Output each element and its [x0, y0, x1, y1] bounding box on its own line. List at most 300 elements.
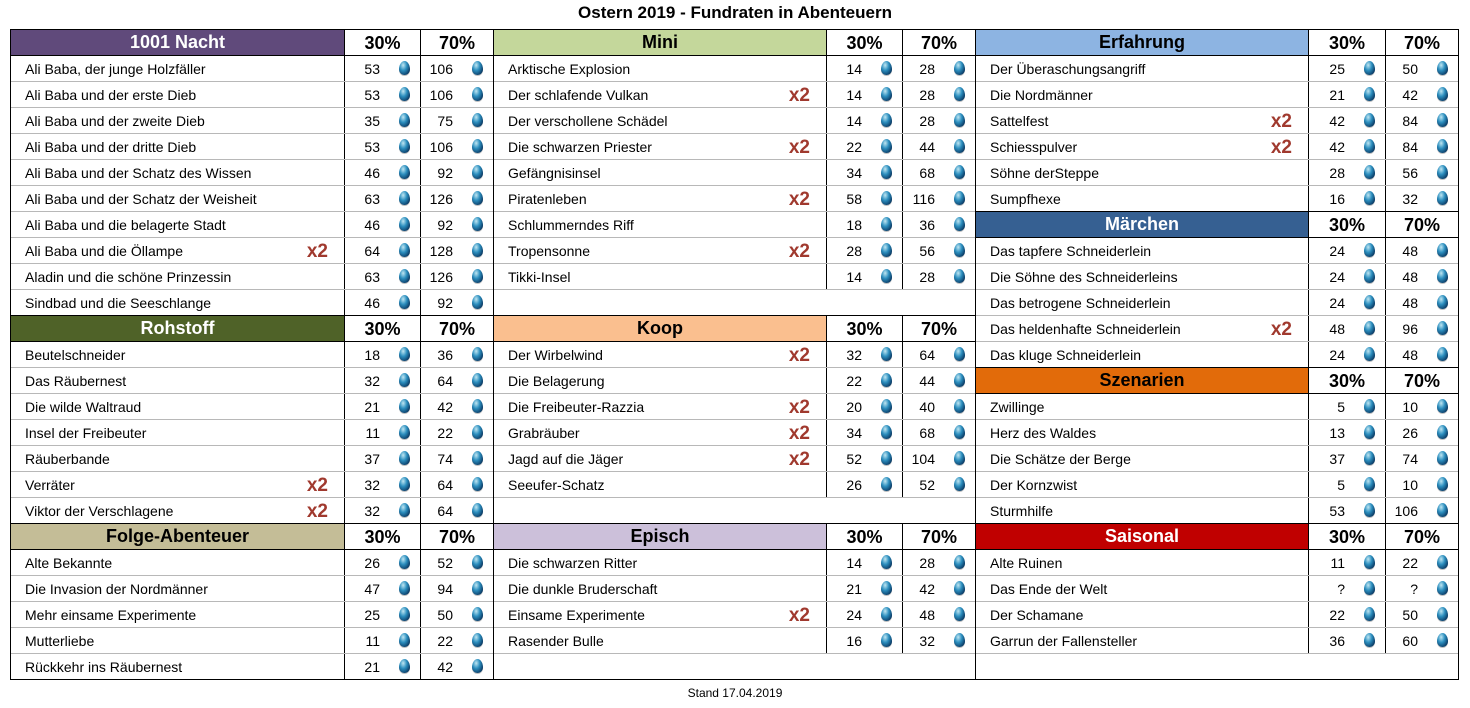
table-row	[976, 342, 1458, 368]
easter-egg-icon	[399, 399, 410, 413]
drop-count-70: 68	[919, 165, 935, 181]
table-row	[976, 472, 1458, 498]
drop-count-70: 36	[919, 217, 935, 233]
drop-count-30-cell	[826, 550, 902, 575]
easter-egg-icon	[954, 607, 965, 621]
easter-egg-icon	[954, 425, 965, 439]
header-70-percent: 70%	[902, 30, 975, 55]
easter-egg-icon	[881, 373, 892, 387]
header-30-percent: 30%	[344, 30, 420, 55]
category-name: Erfahrung	[976, 30, 1308, 55]
empty-row	[494, 654, 975, 679]
drop-count-70: 56	[1402, 165, 1418, 181]
adventure-name: Alte Bekannte	[25, 555, 113, 571]
drop-count-70: 64	[437, 477, 453, 493]
drop-count-30-cell	[826, 472, 902, 497]
table-row	[494, 342, 975, 368]
status-date: Stand 17.04.2019	[687, 686, 783, 700]
table-row	[976, 238, 1458, 264]
drop-count-30: 63	[364, 269, 380, 285]
easter-egg-icon	[1364, 451, 1375, 465]
drop-count-70-cell	[1385, 394, 1458, 419]
table-row	[11, 420, 493, 446]
table-row	[976, 420, 1458, 446]
table-row	[11, 82, 493, 108]
easter-egg-icon	[472, 61, 483, 75]
category-section	[976, 30, 1458, 212]
drop-count-30: ?	[1337, 581, 1345, 597]
drop-count-70: 74	[437, 451, 453, 467]
page-title: Ostern 2019 - Fundraten in Abenteuern	[578, 3, 892, 22]
adventure-name: Seeufer-Schatz	[508, 477, 605, 493]
drop-count-30-cell	[1308, 290, 1385, 315]
drop-count-70: 48	[1402, 347, 1418, 363]
drop-count-30: 11	[1330, 555, 1345, 571]
easter-egg-icon	[1364, 139, 1375, 153]
adventure-name: Das kluge Schneiderlein	[990, 347, 1141, 363]
adventure-name: Alte Ruinen	[990, 555, 1063, 571]
drop-count-70-cell	[420, 368, 493, 393]
drop-count-30-cell	[344, 56, 420, 81]
easter-egg-icon	[472, 243, 483, 257]
double-drop-badge: x2	[788, 241, 810, 262]
adventure-name: Rückkehr ins Räubernest	[25, 659, 183, 675]
drop-count-30: 16	[1329, 191, 1345, 207]
drop-count-30-cell	[826, 420, 902, 445]
header-70-percent: 70%	[902, 524, 975, 549]
drop-count-30: 24	[846, 607, 862, 623]
easter-egg-icon	[399, 295, 410, 309]
adventure-name: Sindbad und die Seeschlange	[25, 295, 212, 311]
easter-egg-icon	[399, 113, 410, 127]
drop-count-70-cell	[902, 186, 975, 211]
drop-count-30: 34	[846, 165, 862, 181]
drop-count-70: 50	[1402, 61, 1418, 77]
table-row	[494, 264, 975, 290]
drop-count-30-cell	[344, 82, 420, 107]
easter-egg-icon	[472, 139, 483, 153]
adventure-name: Grabräuber	[508, 425, 580, 441]
drop-count-30: 24	[1329, 269, 1345, 285]
drop-count-30: 53	[364, 87, 380, 103]
drop-count-30: 11	[365, 633, 380, 649]
table-column	[10, 29, 494, 680]
drop-count-30: 48	[1329, 321, 1345, 337]
drop-count-70: 44	[919, 373, 935, 389]
adventure-name: Arktische Explosion	[508, 61, 631, 77]
drop-count-70: 48	[1402, 295, 1418, 311]
adventure-name: Ali Baba und der erste Dieb	[25, 87, 197, 103]
drop-count-30: 25	[364, 607, 380, 623]
drop-count-30: 34	[846, 425, 862, 441]
easter-egg-icon	[1437, 321, 1448, 335]
drop-count-70-cell	[902, 82, 975, 107]
category-name: Folge-Abenteuer	[11, 524, 344, 549]
easter-egg-icon	[399, 61, 410, 75]
drop-count-30: 25	[1329, 61, 1345, 77]
drop-count-30: 63	[364, 191, 380, 207]
drop-count-70-cell	[420, 446, 493, 471]
easter-egg-icon	[1437, 243, 1448, 257]
adventure-name: Die dunkle Bruderschaft	[508, 581, 658, 597]
drop-count-30: 22	[1329, 607, 1345, 623]
table-row	[494, 602, 975, 628]
adventure-name: Der schlafende Vulkan	[508, 87, 649, 103]
easter-egg-icon	[954, 61, 965, 75]
drop-count-70-cell	[1385, 472, 1458, 497]
easter-egg-icon	[881, 555, 892, 569]
adventure-name: Garrun der Fallensteller	[990, 633, 1138, 649]
drop-count-70-cell	[902, 56, 975, 81]
easter-egg-icon	[1364, 607, 1375, 621]
easter-egg-icon	[472, 607, 483, 621]
adventure-name: Sumpfhexe	[990, 191, 1061, 207]
drop-count-30-cell	[344, 264, 420, 289]
table-row	[494, 576, 975, 602]
header-30-percent: 30%	[826, 30, 902, 55]
easter-egg-icon	[954, 87, 965, 101]
table-row	[11, 498, 493, 524]
table-row	[976, 264, 1458, 290]
drop-count-30-cell	[826, 576, 902, 601]
drop-count-30-cell	[1308, 56, 1385, 81]
table-row	[494, 160, 975, 186]
header-30-percent: 30%	[344, 524, 420, 549]
drop-count-30: 14	[846, 113, 862, 129]
easter-egg-icon	[399, 659, 410, 673]
easter-egg-icon	[954, 477, 965, 491]
drop-count-30: 18	[846, 217, 862, 233]
adventure-name: Mutterliebe	[25, 633, 95, 649]
adventure-name: Sattelfest	[990, 113, 1049, 129]
drop-count-70: 96	[1402, 321, 1418, 337]
drop-count-30-cell	[1308, 238, 1385, 263]
drop-count-30: 47	[364, 581, 380, 597]
drop-count-30-cell	[1308, 420, 1385, 445]
table-column	[975, 29, 1459, 680]
adventure-name: Insel der Freibeuter	[25, 425, 147, 441]
easter-egg-icon	[1364, 633, 1375, 647]
easter-egg-icon	[1364, 503, 1375, 517]
drop-count-30-cell	[344, 238, 420, 263]
category-section	[11, 30, 493, 316]
drop-count-30: 26	[846, 477, 862, 493]
drop-count-70-cell	[420, 550, 493, 575]
category-section	[494, 524, 975, 679]
drop-count-30-cell	[826, 238, 902, 263]
adventure-name: Ali Baba und die belagerte Stadt	[25, 217, 226, 233]
drop-count-70: 52	[919, 477, 935, 493]
drop-count-30-cell	[344, 186, 420, 211]
category-name: Saisonal	[976, 524, 1308, 549]
drop-count-30-cell	[344, 108, 420, 133]
easter-egg-icon	[1364, 321, 1375, 335]
drop-count-70-cell	[420, 420, 493, 445]
table-row	[11, 602, 493, 628]
easter-egg-icon	[399, 165, 410, 179]
drop-count-70-cell	[1385, 498, 1458, 523]
table-row	[976, 108, 1458, 134]
drop-count-70-cell	[1385, 550, 1458, 575]
drop-count-70: 126	[429, 191, 453, 207]
empty-row	[494, 290, 975, 316]
header-70-percent: 70%	[1385, 368, 1458, 393]
easter-egg-icon	[881, 581, 892, 595]
table-row	[494, 212, 975, 238]
easter-egg-icon	[954, 555, 965, 569]
category-section	[11, 524, 493, 679]
table-row	[976, 316, 1458, 342]
adventure-name: Ali Baba und die Öllampe	[25, 243, 183, 259]
drop-count-70: 92	[437, 295, 453, 311]
drop-count-70: 50	[1402, 607, 1418, 623]
drop-count-70: 128	[429, 243, 453, 259]
drop-count-30: 21	[846, 581, 862, 597]
drop-count-70: 32	[1402, 191, 1418, 207]
drop-count-70-cell	[420, 654, 493, 679]
drop-count-30: 26	[364, 555, 380, 571]
drop-count-30: 58	[846, 191, 862, 207]
header-70-percent: 70%	[902, 316, 975, 341]
table-row	[11, 134, 493, 160]
drop-count-70-cell	[420, 134, 493, 159]
drop-count-70: 10	[1402, 477, 1418, 493]
drop-count-70-cell	[420, 394, 493, 419]
header-70-percent: 70%	[1385, 30, 1458, 55]
table-row	[976, 628, 1458, 654]
double-drop-badge: x2	[788, 189, 810, 210]
table-row	[976, 446, 1458, 472]
easter-egg-icon	[399, 347, 410, 361]
easter-egg-icon	[881, 425, 892, 439]
table-row	[11, 550, 493, 576]
drop-count-30: 32	[364, 477, 380, 493]
drop-count-70-cell	[420, 498, 493, 523]
table-row	[11, 160, 493, 186]
drop-count-70: 42	[437, 659, 453, 675]
category-name: Rohstoff	[11, 316, 344, 341]
drop-count-30-cell	[1308, 394, 1385, 419]
easter-egg-icon	[881, 607, 892, 621]
table-row	[11, 108, 493, 134]
drop-count-70-cell	[420, 576, 493, 601]
easter-egg-icon	[472, 113, 483, 127]
category-name: Koop	[494, 316, 826, 341]
category-header	[976, 524, 1458, 550]
adventure-name: Schlummerndes Riff	[508, 217, 634, 233]
drop-count-30: 37	[1329, 451, 1345, 467]
drop-count-70: 28	[919, 61, 935, 77]
easter-egg-icon	[881, 61, 892, 75]
table-row	[976, 290, 1458, 316]
table-row	[11, 576, 493, 602]
category-header	[494, 524, 975, 550]
drop-count-70-cell	[420, 56, 493, 81]
category-header	[11, 524, 493, 550]
adventure-name: Sturmhilfe	[990, 503, 1054, 519]
easter-egg-icon	[1364, 243, 1375, 257]
drop-count-70: 22	[1402, 555, 1418, 571]
adventure-name: Tropensonne	[508, 243, 590, 259]
category-name: Episch	[494, 524, 826, 549]
drop-count-70: 42	[1402, 87, 1418, 103]
drop-count-70-cell	[420, 264, 493, 289]
drop-count-30-cell	[344, 602, 420, 627]
easter-egg-icon	[1437, 165, 1448, 179]
drop-count-30-cell	[344, 472, 420, 497]
adventure-name: Die wilde Waltraud	[25, 399, 142, 415]
table-row	[494, 368, 975, 394]
drop-count-70-cell	[902, 134, 975, 159]
drop-count-70: 42	[919, 581, 935, 597]
header-70-percent: 70%	[1385, 524, 1458, 549]
drop-count-70-cell	[902, 628, 975, 653]
easter-egg-icon	[881, 269, 892, 283]
easter-egg-icon	[881, 113, 892, 127]
easter-egg-icon	[1437, 607, 1448, 621]
drop-count-70: 75	[437, 113, 453, 129]
drop-count-30: 32	[364, 373, 380, 389]
drop-count-30-cell	[826, 446, 902, 471]
easter-egg-icon	[472, 659, 483, 673]
drop-count-30-cell	[344, 628, 420, 653]
header-70-percent: 70%	[1385, 212, 1458, 237]
adventure-name: Die schwarzen Ritter	[508, 555, 638, 571]
easter-egg-icon	[1364, 477, 1375, 491]
easter-egg-icon	[399, 633, 410, 647]
drop-count-70-cell	[420, 342, 493, 367]
drop-count-70-cell	[902, 472, 975, 497]
drop-count-30-cell	[826, 82, 902, 107]
drop-count-30-cell	[1308, 628, 1385, 653]
drop-count-70-cell	[1385, 264, 1458, 289]
double-drop-badge: x2	[306, 475, 328, 496]
header-30-percent: 30%	[1308, 30, 1385, 55]
drop-count-30: 13	[1329, 425, 1345, 441]
table-row	[11, 56, 493, 82]
header-70-percent: 70%	[420, 316, 493, 341]
drop-count-30: 64	[364, 243, 380, 259]
table-row	[976, 160, 1458, 186]
table-row	[494, 82, 975, 108]
drop-count-30-cell	[344, 654, 420, 679]
drop-count-30-cell	[344, 160, 420, 185]
easter-egg-icon	[472, 581, 483, 595]
easter-egg-icon	[1437, 269, 1448, 283]
adventure-name: Piratenleben	[508, 191, 587, 207]
adventure-name: Mehr einsame Experimente	[25, 607, 197, 623]
drop-count-30: 14	[846, 61, 862, 77]
table-row	[976, 56, 1458, 82]
easter-egg-icon	[954, 139, 965, 153]
adventure-name: Herz des Waldes	[990, 425, 1097, 441]
adventure-name: Der Wirbelwind	[508, 347, 603, 363]
drop-count-30-cell	[1308, 134, 1385, 159]
easter-egg-icon	[472, 399, 483, 413]
adventure-name: Das Räubernest	[25, 373, 127, 389]
easter-egg-icon	[1364, 425, 1375, 439]
drop-count-30: 5	[1337, 399, 1345, 415]
adventure-name: Die schwarzen Priester	[508, 139, 652, 155]
drop-count-30: 24	[1329, 295, 1345, 311]
drop-count-30-cell	[1308, 602, 1385, 627]
double-drop-badge: x2	[1270, 319, 1292, 340]
category-header	[11, 316, 493, 342]
adventure-name: Einsame Experimente	[508, 607, 645, 623]
drop-count-70-cell	[420, 472, 493, 497]
category-header	[11, 30, 493, 56]
easter-egg-icon	[1437, 477, 1448, 491]
drop-count-30: 14	[846, 555, 862, 571]
table-column	[493, 29, 976, 680]
double-drop-badge: x2	[788, 449, 810, 470]
header-30-percent: 30%	[826, 316, 902, 341]
drop-count-70-cell	[1385, 82, 1458, 107]
category-section	[11, 316, 493, 524]
drop-count-70-cell	[902, 576, 975, 601]
category-header	[976, 212, 1458, 238]
drop-count-30-cell	[344, 550, 420, 575]
drop-count-30-cell	[344, 290, 420, 315]
easter-egg-icon	[954, 347, 965, 361]
adventure-name: Ali Baba, der junge Holzfäller	[25, 61, 206, 77]
drop-count-70-cell	[1385, 446, 1458, 471]
easter-egg-icon	[1437, 451, 1448, 465]
easter-egg-icon	[881, 633, 892, 647]
table-row	[494, 420, 975, 446]
easter-egg-icon	[1364, 87, 1375, 101]
table-row	[976, 394, 1458, 420]
drop-count-30-cell	[344, 342, 420, 367]
drop-count-70-cell	[1385, 108, 1458, 133]
adventure-name: Ali Baba und der dritte Dieb	[25, 139, 197, 155]
easter-egg-icon	[472, 425, 483, 439]
easter-egg-icon	[399, 451, 410, 465]
double-drop-badge: x2	[788, 85, 810, 106]
drop-count-70: 28	[919, 87, 935, 103]
drop-count-70-cell	[902, 238, 975, 263]
easter-egg-icon	[399, 555, 410, 569]
drop-count-30-cell	[344, 134, 420, 159]
adventure-name: Aladin und die schöne Prinzessin	[25, 269, 232, 285]
easter-egg-icon	[1364, 399, 1375, 413]
drop-count-70-cell	[420, 186, 493, 211]
drop-count-30-cell	[1308, 342, 1385, 367]
drop-count-30: 21	[364, 399, 380, 415]
drop-count-30: 5	[1337, 477, 1345, 493]
drop-count-70-cell	[1385, 628, 1458, 653]
drop-count-70: 44	[919, 139, 935, 155]
drop-count-30-cell	[344, 212, 420, 237]
adventure-name: Der Kornzwist	[990, 477, 1078, 493]
easter-egg-icon	[881, 451, 892, 465]
easter-egg-icon	[1437, 113, 1448, 127]
drop-count-70-cell	[902, 160, 975, 185]
drop-count-70: 116	[912, 191, 935, 207]
drop-count-70: 68	[919, 425, 935, 441]
adventure-name: Ali Baba und der Schatz des Wissen	[25, 165, 252, 181]
drop-count-70-cell	[1385, 342, 1458, 367]
table-row	[11, 238, 493, 264]
drop-count-70-cell	[1385, 316, 1458, 341]
table-row	[11, 186, 493, 212]
table-row	[494, 186, 975, 212]
easter-egg-icon	[472, 373, 483, 387]
drop-count-30: 28	[846, 243, 862, 259]
drop-count-70: 26	[1402, 425, 1418, 441]
drop-count-30-cell	[344, 368, 420, 393]
drop-count-70: 64	[437, 503, 453, 519]
